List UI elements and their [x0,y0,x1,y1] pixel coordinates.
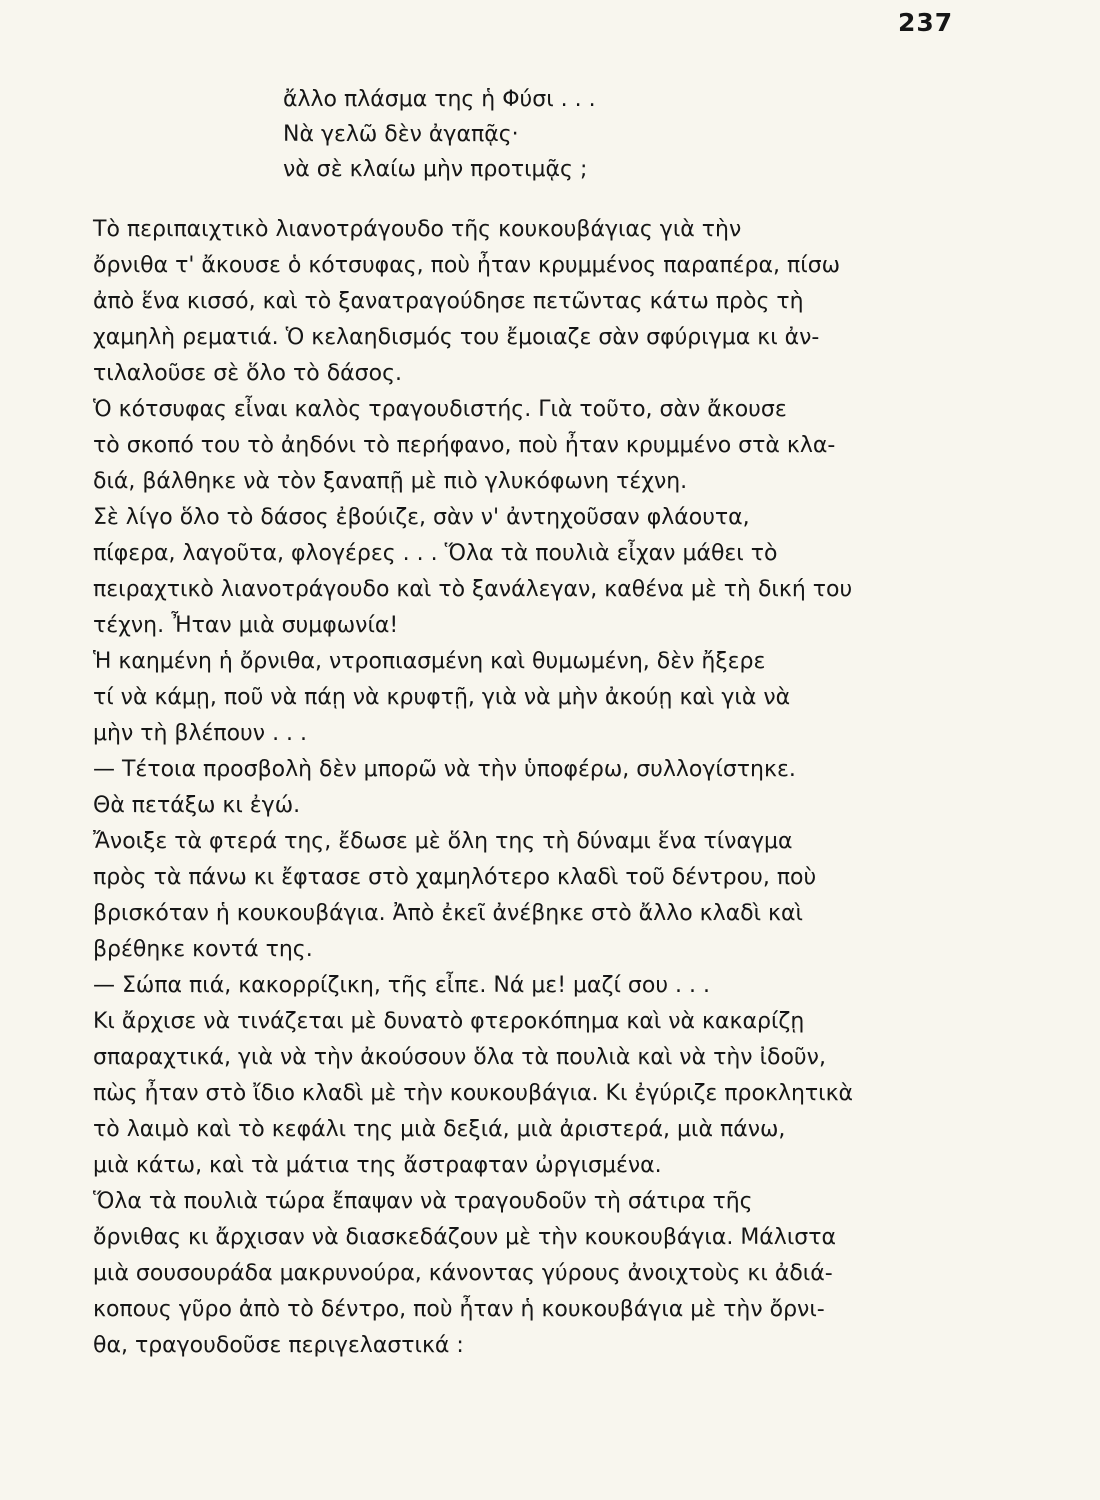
poem-verse: νὰ σὲ κλαίω μὴν προτιμᾷς ; [283,157,588,182]
text-line: Ἡ καημένη ἡ ὄρνιθα, ντροπιασμένη καὶ θυμωμένη, δὲν ἤξερε [93,649,766,674]
text-line: — Σώπα πιά, κακορρίζικη, τῆς εἶπε. Νά με! μαζί σου . . . [93,973,711,998]
text-line: Ὁ κότσυφας εἶναι καλὸς τραγουδιστής. Γιὰ τοῦτο, σὰν ἄκουσε [93,397,787,422]
text-line: τέχνη. Ἦταν μιὰ συμφωνία! [93,613,399,638]
text-line: τί νὰ κάμῃ, ποῦ νὰ πάῃ νὰ κρυφτῇ, γιὰ νὰ μὴν ἀκούῃ καὶ γιὰ νὰ [93,685,791,710]
poem-verse: Νὰ γελῶ δὲν ἀγαπᾷς· [283,122,519,147]
text-line: τὸ λαιμὸ καὶ τὸ κεφάλι της μιὰ δεξιά, μιὰ ἀριστερά, μιὰ πάνω, [93,1117,786,1142]
text-line: ὄρνιθα τ' ἄκουσε ὁ κότσυφας, ποὺ ἦταν κρυμμένος παραπέρα, πίσω [93,253,841,278]
text-line: ὄρνιθας κι ἄρχισαν νὰ διασκεδάζουν μὲ τὴν κουκουβάγια. Μάλιστα [93,1225,836,1250]
text-line: βρέθηκε κοντά της. [93,937,313,962]
text-line: μιὰ κάτω, καὶ τὰ μάτια της ἄστραφταν ὠργισμένα. [93,1153,662,1178]
text-line: πρὸς τὰ πάνω κι ἔφτασε στὸ χαμηλότερο κλαδὶ τοῦ δέντρου, ποὺ [93,865,817,890]
text-line: Τὸ περιπαιχτικὸ λιανοτράγουδο τῆς κουκουβάγιας γιὰ τὴν [93,217,742,242]
page-number: 237 [898,8,954,37]
text-line: σπαραχτικά, γιὰ νὰ τὴν ἀκούσουν ὅλα τὰ πουλιὰ καὶ νὰ τὴν ἰδοῦν, [93,1045,826,1070]
text-line: χαμηλὴ ρεματιά. Ὁ κελαηδισμός του ἔμοιαζε σὰν σφύριγμα κι ἀν- [93,325,820,350]
text-line: — Τέτοια προσβολὴ δὲν μπορῶ νὰ τὴν ὑποφέρω, συλλογίστηκε. [93,757,796,782]
text-line: Θὰ πετάξω κι ἐγώ. [93,793,301,818]
text-line: κοπους γῦρο ἀπὸ τὸ δέντρο, ποὺ ἦταν ἡ κουκουβάγια μὲ τὴν ὄρνι- [93,1297,825,1322]
text-line: Κι ἄρχισε νὰ τινάζεται μὲ δυνατὸ φτεροκόπημα καὶ νὰ κακαρίζῃ [93,1009,805,1034]
text-line: θα, τραγουδοῦσε περιγελαστικά : [93,1333,464,1358]
text-line: τιλαλοῦσε σὲ ὅλο τὸ δάσος. [93,361,402,386]
text-line: βρισκόταν ἡ κουκουβάγια. Ἀπὸ ἐκεῖ ἀνέβηκε στὸ ἄλλο κλαδὶ καὶ [93,901,803,926]
poem-verse: ἄλλο πλάσμα της ἡ Φύσι . . . [283,87,596,112]
text-line: Ὅλα τὰ πουλιὰ τώρα ἔπαψαν νὰ τραγουδοῦν τὴ σάτιρα τῆς [93,1189,753,1214]
poem-stanza [283,82,803,187]
text-line: πίφερα, λαγοῦτα, φλογέρες . . . Ὅλα τὰ πουλιὰ εἶχαν μάθει τὸ [93,541,778,566]
text-line: τὸ σκοπό του τὸ ἀηδόνι τὸ περήφανο, ποὺ ἦταν κρυμμένο στὰ κλα- [93,433,836,458]
text-line: διά, βάλθηκε νὰ τὸν ξαναπῇ μὲ πιὸ γλυκόφωνη τέχνη. [93,469,688,494]
text-line: πὼς ἦταν στὸ ἴδιο κλαδὶ μὲ τὴν κουκουβάγια. Κι ἐγύριζε προκλητικὰ [93,1081,854,1106]
text-line: Σὲ λίγο ὅλο τὸ δάσος ἐβούιζε, σὰν ν' ἀντηχοῦσαν φλάουτα, [93,505,750,530]
text-line: μὴν τὴ βλέπουν . . . [93,721,308,746]
text-line: Ἄνοιξε τὰ φτερά της, ἔδωσε μὲ ὅλη της τὴ δύναμι ἕνα τίναγμα [93,829,793,854]
text-line: πειραχτικὸ λιανοτράγουδο καὶ τὸ ξανάλεγαν, καθένα μὲ τὴ δική του [93,577,853,602]
text-line: μιὰ σουσουράδα μακρυνούρα, κάνοντας γύρους ἀνοιχτοὺς κι ἀδιά- [93,1261,833,1286]
text-line: ἀπὸ ἕνα κισσό, καὶ τὸ ξανατραγούδησε πετῶντας κάτω πρὸς τὴ [93,289,804,314]
